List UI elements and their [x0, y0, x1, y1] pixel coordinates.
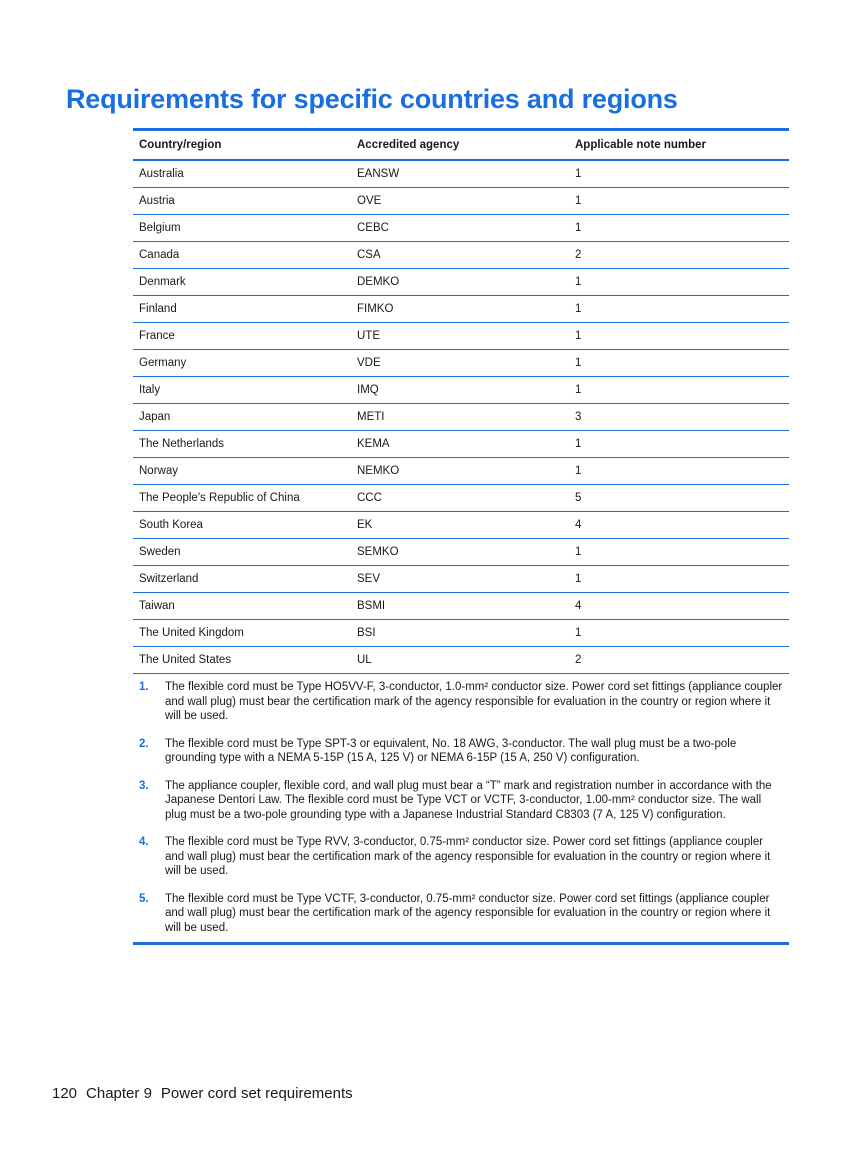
cell-note-number: 5	[569, 485, 789, 512]
table-header-row	[133, 131, 789, 160]
note-number: 3.	[139, 779, 149, 792]
cell-note-number: 1	[569, 215, 789, 242]
cell-country: Switzerland	[133, 566, 351, 593]
cell-country: The United States	[133, 647, 351, 674]
table-row	[133, 404, 789, 431]
table-bottom-rule	[133, 942, 789, 945]
table-row	[133, 593, 789, 620]
note-item	[133, 737, 789, 766]
table-row	[133, 647, 789, 674]
cell-note-number: 1	[569, 539, 789, 566]
cell-country: The Netherlands	[133, 431, 351, 458]
cell-agency: KEMA	[351, 431, 569, 458]
cell-country: Australia	[133, 160, 351, 188]
cell-agency: SEV	[351, 566, 569, 593]
cell-note-number: 1	[569, 296, 789, 323]
cell-country: Norway	[133, 458, 351, 485]
note-text: The flexible cord must be Type VCTF, 3-conductor, 0.75-mm² conductor size. Power cord set fittings (appliance coupler and wall plug) must bear the certification mark of the agency responsible for evaluation in the country or region where it will be used.	[165, 892, 771, 934]
note-number: 5.	[139, 892, 149, 905]
table-row	[133, 269, 789, 296]
cell-agency: NEMKO	[351, 458, 569, 485]
cell-note-number: 1	[569, 431, 789, 458]
note-item	[133, 892, 789, 936]
table-row	[133, 215, 789, 242]
table-row	[133, 160, 789, 188]
cell-agency: FIMKO	[351, 296, 569, 323]
requirements-table	[133, 131, 789, 674]
cell-agency: UTE	[351, 323, 569, 350]
table-row	[133, 242, 789, 269]
column-header-country: Country/region	[133, 131, 351, 160]
cell-country: Denmark	[133, 269, 351, 296]
note-item	[133, 779, 789, 823]
footer-section-title: Power cord set requirements	[160, 1085, 353, 1102]
note-number: 1.	[139, 681, 149, 693]
cell-country: Taiwan	[133, 593, 351, 620]
table-body	[133, 160, 789, 674]
cell-note-number: 3	[569, 404, 789, 431]
table-row	[133, 458, 789, 485]
cell-agency: CSA	[351, 242, 569, 269]
cell-note-number: 4	[569, 512, 789, 539]
note-number: 4.	[139, 836, 149, 848]
note-number: 2.	[139, 737, 149, 750]
table-row	[133, 620, 789, 647]
note-item	[133, 680, 789, 724]
cell-note-number: 1	[569, 188, 789, 215]
page-footer	[52, 1085, 362, 1102]
note-item	[133, 835, 789, 879]
cell-note-number: 1	[569, 566, 789, 593]
cell-agency: OVE	[351, 188, 569, 215]
cell-country: France	[133, 323, 351, 350]
note-text: The flexible cord must be Type SPT-3 or equivalent, No. 18 AWG, 3-conductor. The wall plug must be a two-pole grounding type with a NEMA 5-15P (15 A, 125 V) or NEMA 6-15P (15 A, 250 V) configuration.	[165, 737, 737, 764]
cell-note-number: 4	[569, 593, 789, 620]
cell-note-number: 2	[569, 242, 789, 269]
notes-list	[133, 674, 789, 935]
table-row	[133, 350, 789, 377]
column-header-agency: Accredited agency	[351, 131, 569, 160]
cell-agency: SEMKO	[351, 539, 569, 566]
cell-agency: BSI	[351, 620, 569, 647]
table-row	[133, 377, 789, 404]
table-row	[133, 566, 789, 593]
cell-note-number: 1	[569, 160, 789, 188]
cell-country: Austria	[133, 188, 351, 215]
cell-country: Canada	[133, 242, 351, 269]
footer-chapter: Chapter 9	[86, 1085, 152, 1102]
cell-country: South Korea	[133, 512, 351, 539]
cell-agency: BSMI	[351, 593, 569, 620]
cell-agency: DEMKO	[351, 269, 569, 296]
cell-agency: CEBC	[351, 215, 569, 242]
note-text: The flexible cord must be Type HO5VV-F, 3-conductor, 1.0-mm² conductor size. Power cord set fittings (appliance coupler and wall plug) must bear the certification mark of the agency responsible for evaluation in the country or region where it will be used.	[165, 681, 783, 722]
table-row	[133, 512, 789, 539]
column-header-note-number: Applicable note number	[569, 131, 789, 160]
cell-agency: METI	[351, 404, 569, 431]
cell-country: Japan	[133, 404, 351, 431]
cell-note-number: 1	[569, 350, 789, 377]
cell-country: Belgium	[133, 215, 351, 242]
cell-country: Sweden	[133, 539, 351, 566]
page-title: Requirements for specific countries and regions	[66, 84, 678, 114]
table-row	[133, 539, 789, 566]
cell-note-number: 2	[569, 647, 789, 674]
cell-country: The People's Republic of China	[133, 485, 351, 512]
requirements-table-section	[133, 128, 789, 945]
cell-note-number: 1	[569, 620, 789, 647]
table-row	[133, 323, 789, 350]
cell-agency: IMQ	[351, 377, 569, 404]
cell-country: The United Kingdom	[133, 620, 351, 647]
table-row	[133, 296, 789, 323]
table-row	[133, 188, 789, 215]
cell-agency: VDE	[351, 350, 569, 377]
cell-country: Finland	[133, 296, 351, 323]
cell-note-number: 1	[569, 377, 789, 404]
cell-agency: CCC	[351, 485, 569, 512]
cell-agency: EANSW	[351, 160, 569, 188]
cell-note-number: 1	[569, 269, 789, 296]
table-row	[133, 431, 789, 458]
table-row	[133, 485, 789, 512]
footer-page-number: 120	[52, 1085, 78, 1102]
note-text: The flexible cord must be Type RVV, 3-conductor, 0.75-mm² conductor size. Power cord set fittings (appliance coupler and wall plug) must bear the certification mark of the agency responsible for evaluation in the country or region where it will be used.	[165, 836, 771, 877]
cell-note-number: 1	[569, 323, 789, 350]
cell-agency: EK	[351, 512, 569, 539]
cell-country: Italy	[133, 377, 351, 404]
note-text: The appliance coupler, flexible cord, and wall plug must bear a “T” mark and registration number in accordance with the Japanese Dentori Law. The flexible cord must be Type VCT or VCTF, 3-conductor, 1.00-mm² conductor size. The wall plug must be a two-pole grounding type with a Japanese Industrial Standard C8303 (7 A, 125 V) configuration.	[165, 779, 772, 821]
cell-note-number: 1	[569, 458, 789, 485]
cell-agency: UL	[351, 647, 569, 674]
cell-country: Germany	[133, 350, 351, 377]
